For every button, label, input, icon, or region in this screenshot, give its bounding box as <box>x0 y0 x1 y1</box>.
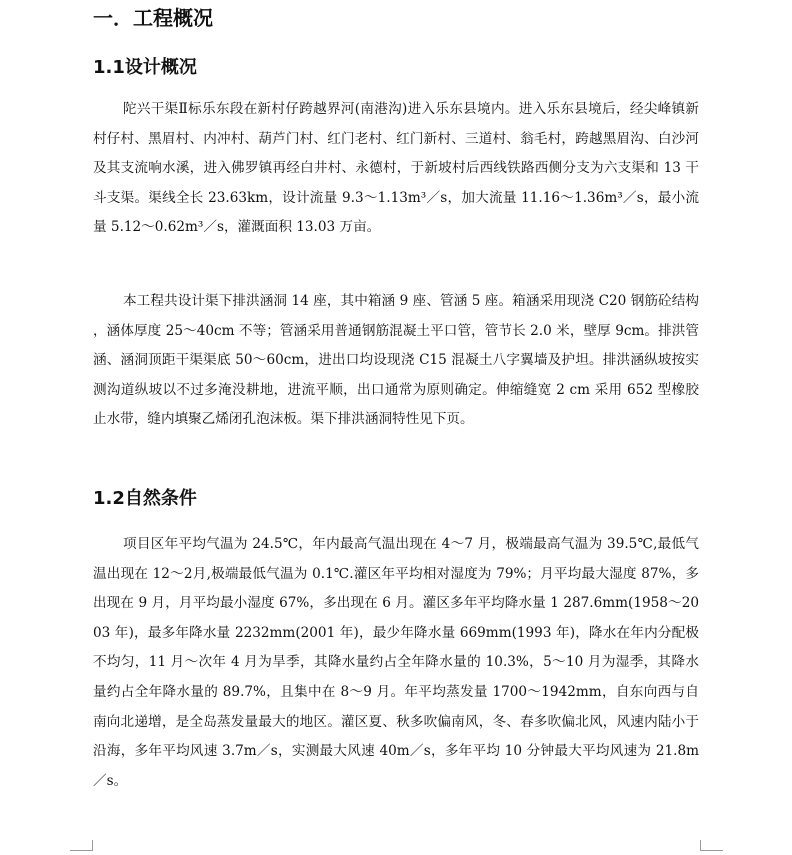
subsection-heading-design-overview: 1.1设计概况 <box>93 57 197 78</box>
paragraph-route-description: 陀兴干渠Ⅱ标乐东段在新村仔跨越界河(南港沟)进入乐东县境内。进入乐东县境后，经尖峰镇新村仔村、黑眉村、内冲村、葫芦门村、红门老村、红门新村、三道村、翁毛村，跨越黑眉沟、白沙河及其支流响水溪，进入佛罗镇再经白井村、永德村，于新坡村后西线铁路西侧分支为六支渠和 13 干斗支渠。渠线全长 23.63km，设计流量 9.3～1.13m³／s，加大流量 11.16～1.36m³／s，最小流量 5.12～0.62m³／s，灌溉面积 13.03 万亩。 <box>93 101 699 236</box>
page-corner-mark-left <box>70 840 93 851</box>
paragraph-climate-description: 项目区年平均气温为 24.5℃，年内最高气温出现在 4～7 月，极端最高气温为 39.5℃,最低气温出现在 12～2月,极端最低气温为 0.1℃.灌区年平均相对湿度为 79%；月平均最大湿度 87%，多出现在 9 月，月平均最小湿度 67%，多出现在 6 月。灌区多年平均降水量 1 287.6mm(1958～2003 年)，最多年降水量 2232mm(2001 年)，最少年降水量 669mm(1993 年)，降水在年内分配极不均匀，11 月～次年 4 月为旱季，其降水量约占全年降水量的 10.3%，5～10 月为湿季，其降水量约占全年降水量的 89.7%，且集中在 8～9 月。年平均蒸发量 1700～1942mm，自东向西与自南向北递增，是全岛蒸发量最大的地区。灌区夏、秋多吹偏南风，冬、春多吹偏北风，风速内陆小于沿海，多年平均风速 3.7m／s，实测最大风速 40m／s，多年平均 10 分钟最大平均风速为 21.8m／s。 <box>93 536 699 789</box>
page-corner-mark-right <box>700 840 723 851</box>
subsection-heading-natural-conditions: 1.2自然条件 <box>93 488 197 509</box>
paragraph-culvert-description: 本工程共设计渠下排洪涵洞 14 座，其中箱涵 9 座、管涵 5 座。箱涵采用现浇 C20 钢筋砼结构，涵体厚度 25～40cm 不等；管涵采用普通钢筋混凝土平口管，管节长 2.0 米，壁厚 9cm。排洪管涵、涵洞顶距干渠渠底 50～60cm，进出口均设现浇 C15 混凝土八字翼墙及护坦。排洪涵纵坡按实测沟道纵坡以不过多淹没耕地，进流平顺，出口通常为原则确定。伸缩缝宽 2 cm 采用 652 型橡胶止水带，缝内填聚乙烯闭孔泡沫板。渠下排洪涵洞特性见下页。 <box>93 293 699 428</box>
section-heading: 一．工程概况 <box>93 6 213 30</box>
